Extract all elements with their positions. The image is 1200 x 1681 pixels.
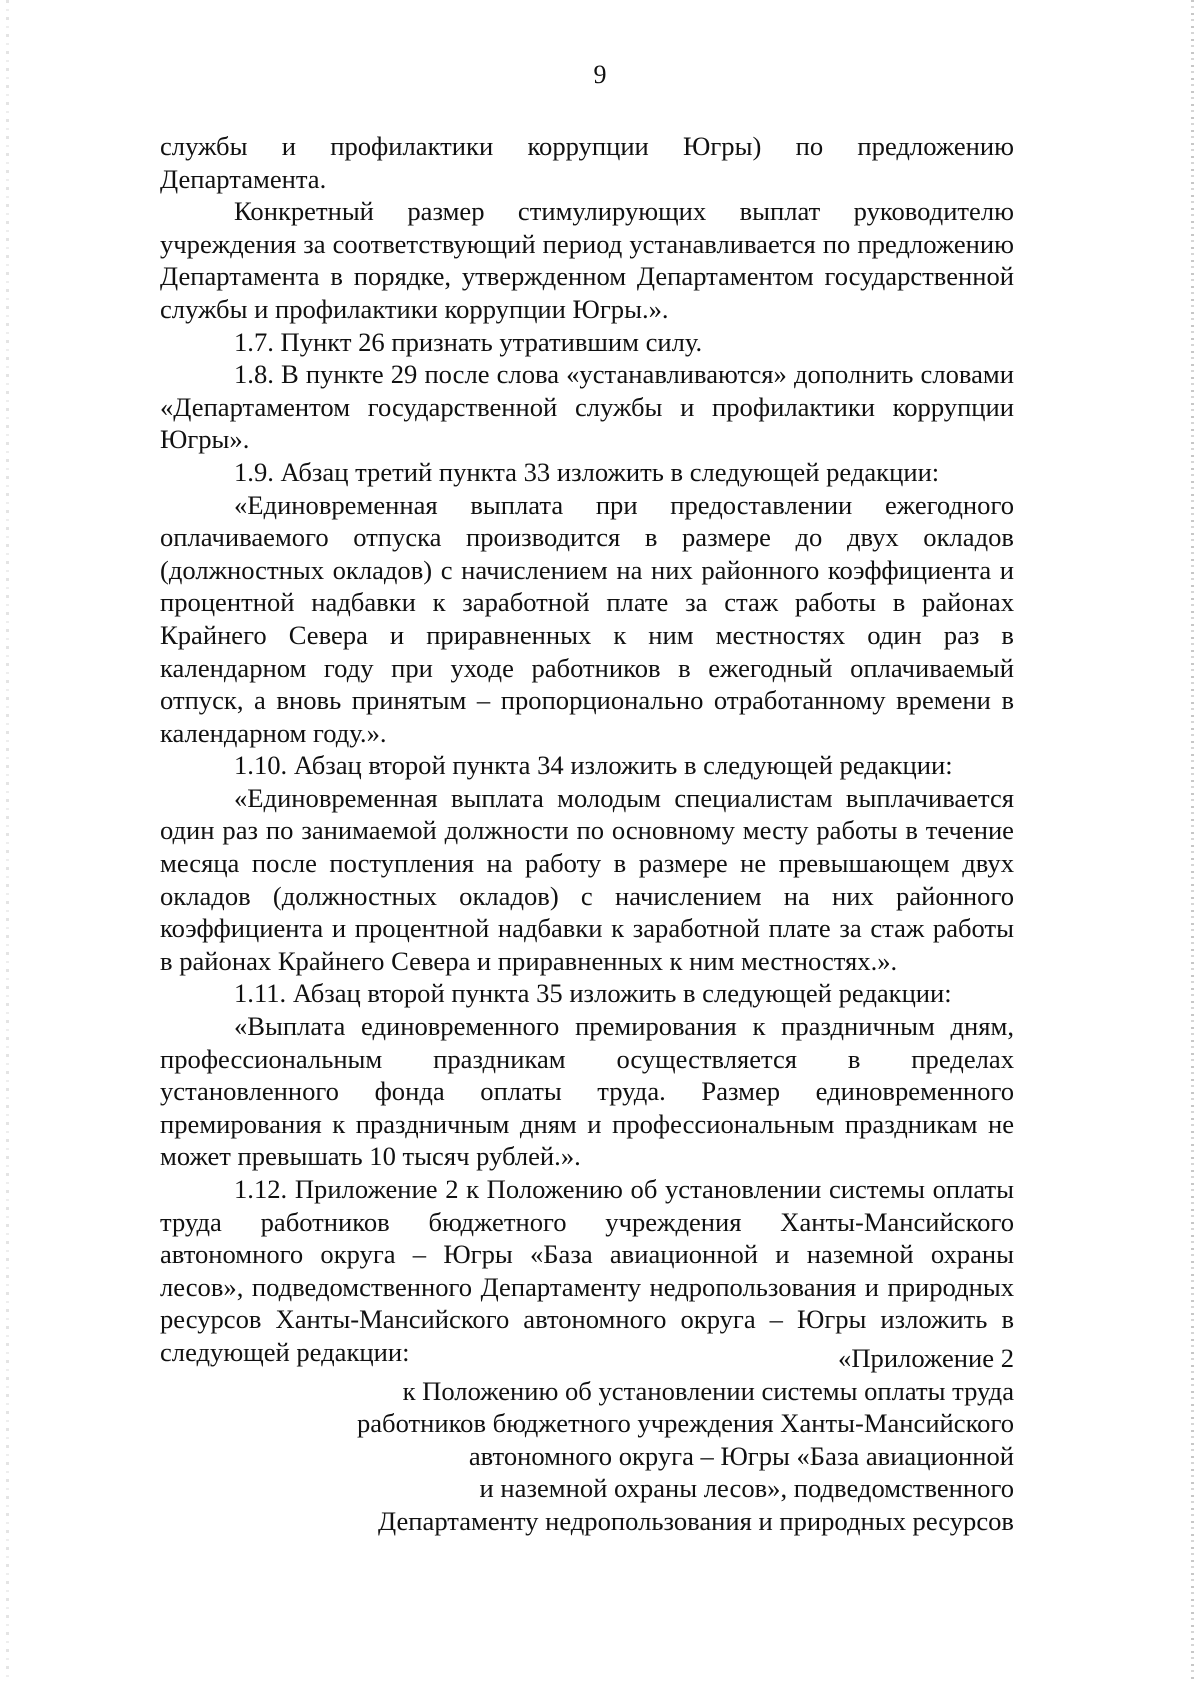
appendix-line: Департаменту недропользования и природных ресурсов [378,1505,1014,1536]
appendix-line: и наземной охраны лесов», подведомственного [479,1473,1014,1504]
paragraph: «Выплата единовременного премирования к праздничным дням, профессиональным праздникам осуществляется в пределах установленного фонда оплаты труда. Размер единовременного премирования к праздничным дням и профессиональным праздникам не может превышать 10 тысяч рублей.». [160,1011,1014,1172]
appendix-heading [254,1342,1014,1538]
paragraph: 1.7. Пункт 26 признать утратившим силу. [234,326,703,357]
paragraph: 1.11. Абзац второй пункта 35 изложить в следующей редакции: [234,978,952,1009]
appendix-line: работников бюджетного учреждения Ханты-Мансийского [356,1408,1014,1439]
paragraph: «Единовременная выплата при предоставлении ежегодного оплачиваемого отпуска производится в размере до двух окладов (должностных окладов) с начислением на них районного коэффициента и процентной надбавки к заработной плате за стаж работы в районах Крайнего Севера и приравненных к ним местностях один раз в календарном году при уходе работников в ежегодный оплачиваемый отпуск, а вновь принятым – пропорционально отработанному времени в календарном году.». [160,489,1014,748]
body-text [160,130,1014,1369]
paragraph: 1.12. Приложение 2 к Положению об установлении системы оплаты труда работников бюджетного учреждения Ханты-Мансийского автономного округа – Югры «База авиационной и наземной охраны лесов», подведомственного Департаменту недропользования и природных ресурсов Ханты-Мансийского автономного округа – Югры изложить в следующей редакции: [160,1174,1014,1367]
paragraph: службы и профилактики коррупции Югры) по предложению Департамента. [160,131,1014,194]
scan-edge-right [1191,0,1194,1681]
paragraph: 1.9. Абзац третий пункта 33 изложить в следующей редакции: [234,456,940,487]
paragraph: «Единовременная выплата молодым специалистам выплачивается один раз по занимаемой должности по основному месту работы в течение месяца после поступления на работу в размере не превышающем двух окладов (должностных окладов) с начислением на них районного коэффициента и процентной надбавки к заработной плате за стаж работы в районах Крайнего Севера и приравненных к ним местностях.». [160,782,1014,976]
paragraph: Конкретный размер стимулирующих выплат руководителю учреждения за соответствующий период устанавливается по предложению Департамента в порядке, утвержденном Департаментом государственной службы и профилактики коррупции Югры.». [160,196,1014,324]
scan-edge-left [6,0,9,1681]
appendix-line: автономного округа – Югры «База авиационной [468,1440,1014,1471]
appendix-line: к Положению об установлении системы оплаты труда [402,1375,1014,1406]
appendix-line: «Приложение 2 [838,1343,1014,1373]
page-number: 9 [593,60,607,89]
paragraph: 1.10. Абзац второй пункта 34 изложить в следующей редакции: [234,750,953,781]
paragraph: 1.8. В пункте 29 после слова «устанавливаются» дополнить словами «Департаментом государственной службы и профилактики коррупции Югры». [160,359,1014,455]
